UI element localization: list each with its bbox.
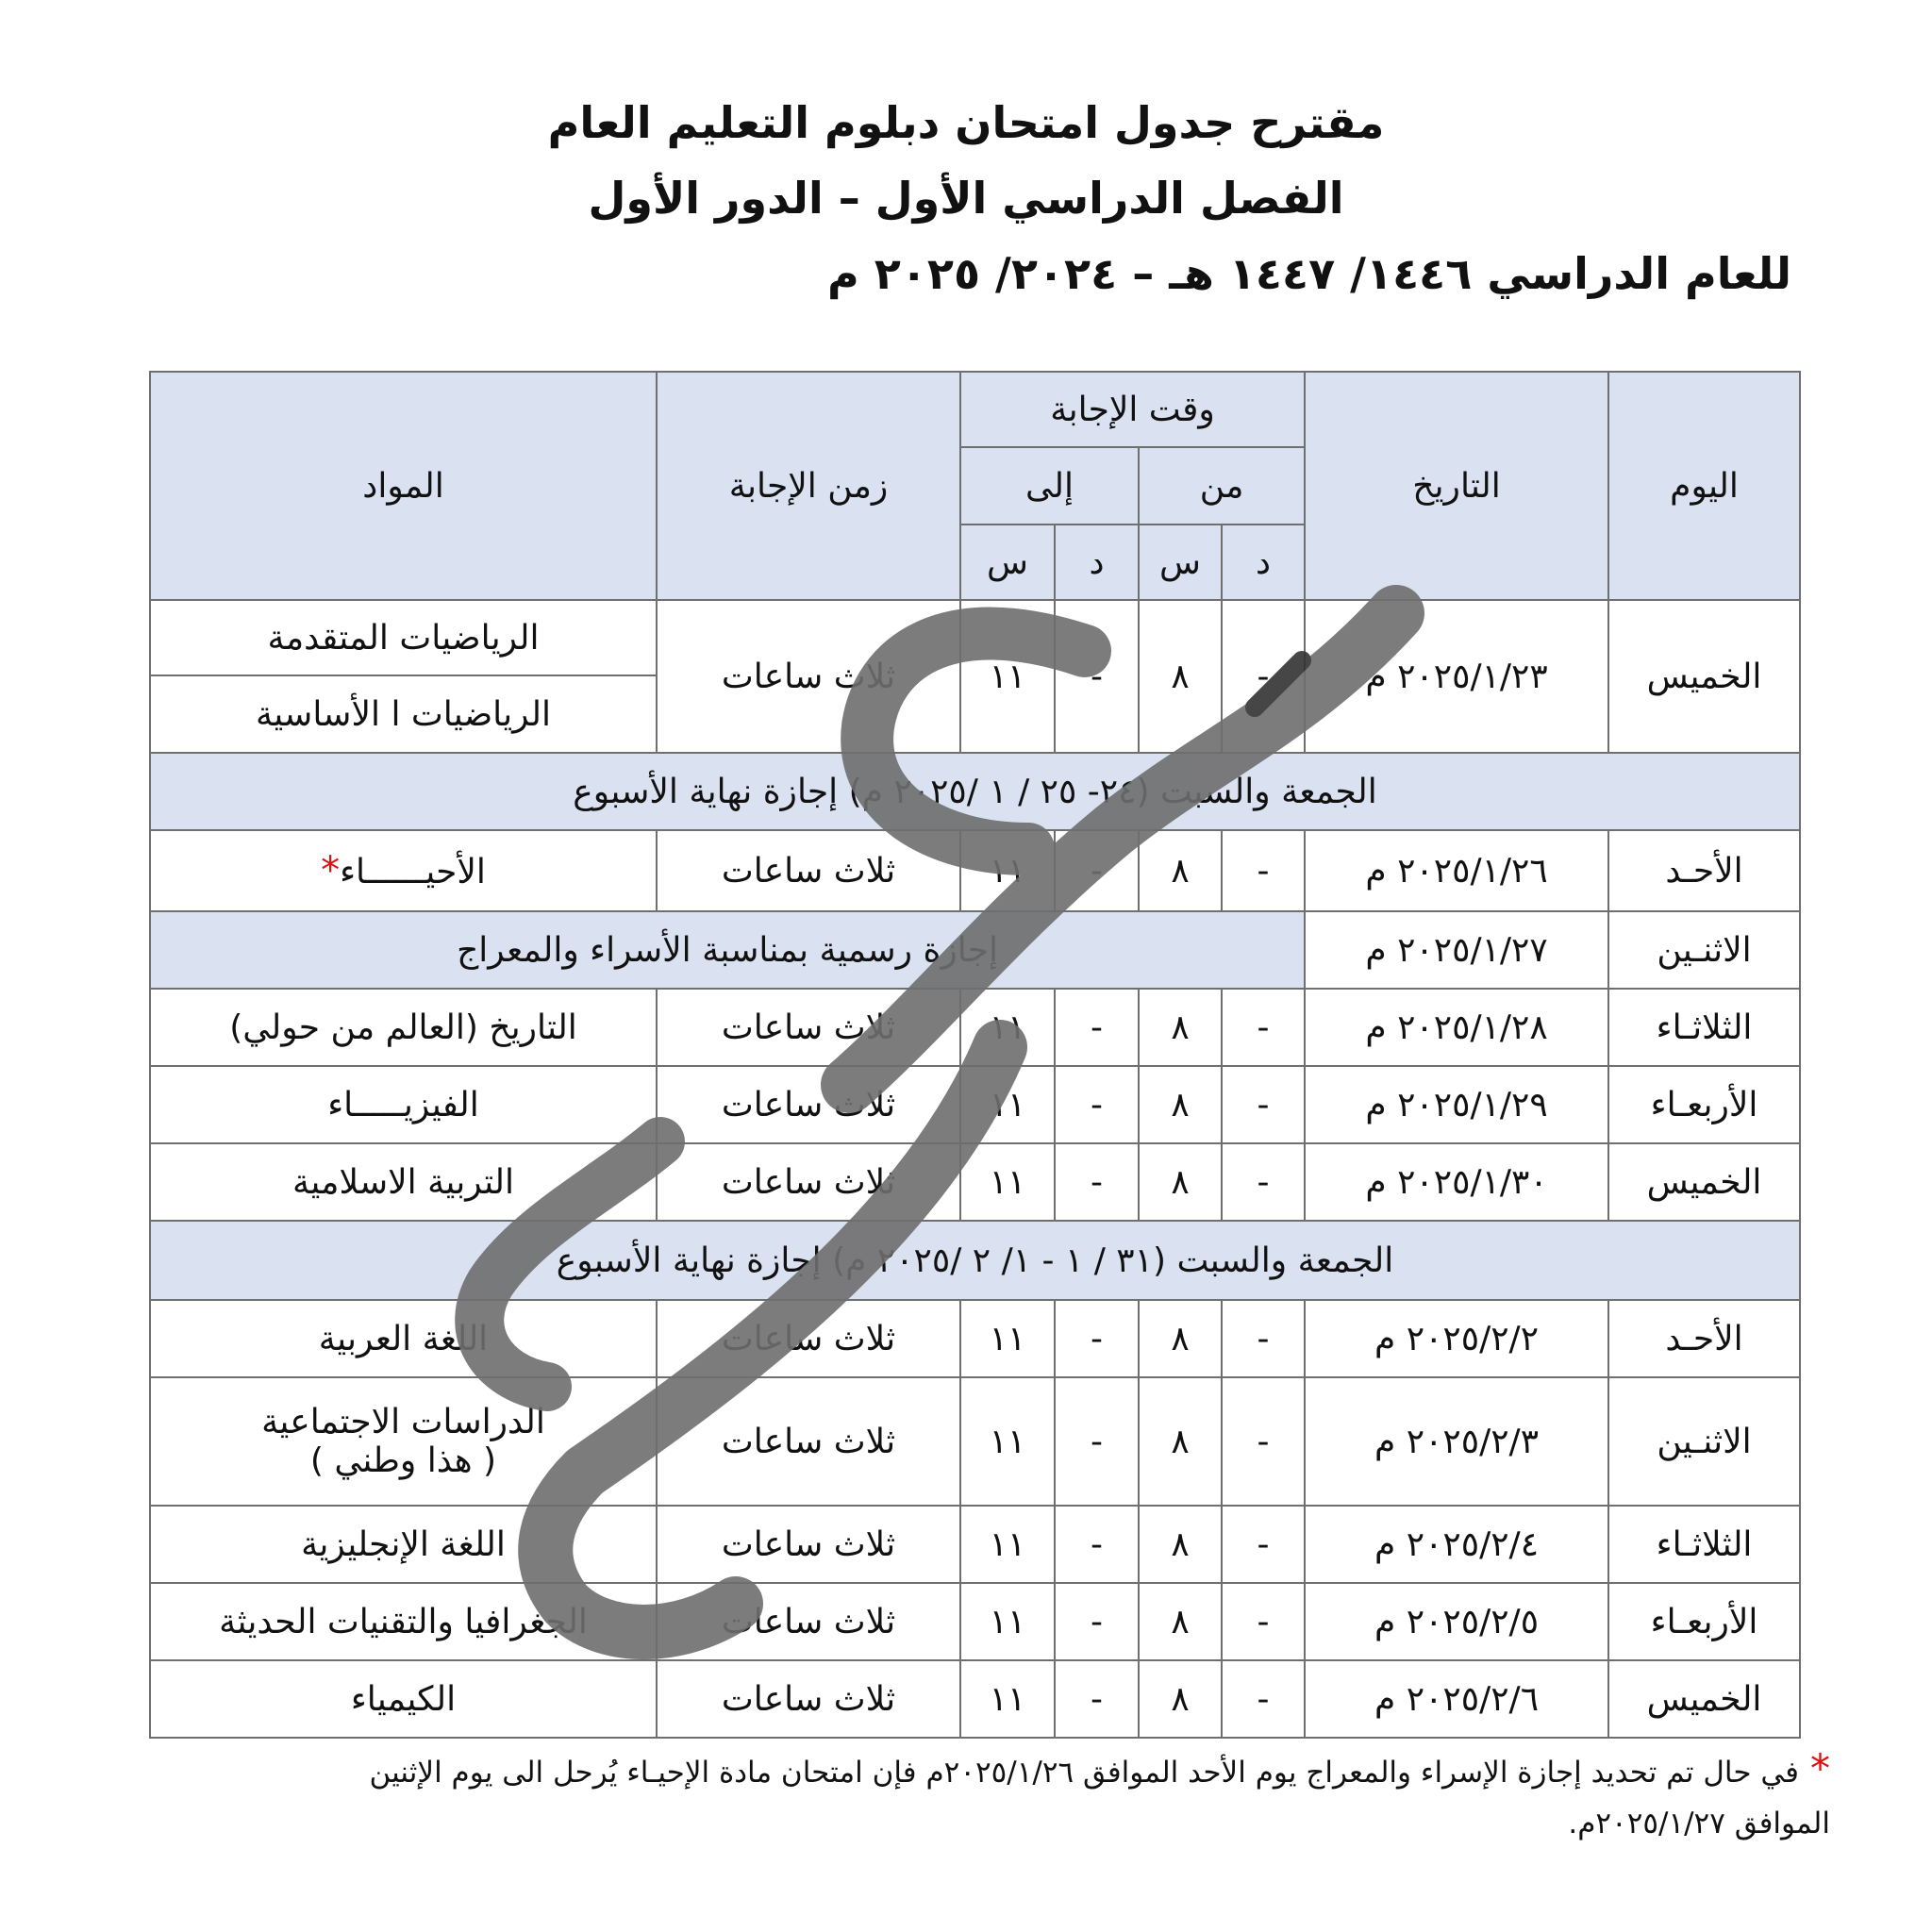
cell-to-hour: ١١ xyxy=(960,1583,1055,1660)
cell-day: الأربعـاء xyxy=(1608,1583,1800,1660)
header-subjects: المواد xyxy=(150,372,657,600)
cell-to-min: - xyxy=(1055,1300,1139,1377)
cell-day: الخميس xyxy=(1608,1660,1800,1738)
exam-schedule-table xyxy=(149,371,1801,1739)
asterisk-mark: * xyxy=(321,849,341,892)
header-to-min: د xyxy=(1055,525,1139,600)
cell-day: الخميس xyxy=(1608,1143,1800,1221)
cell-duration: ثلاث ساعات xyxy=(657,989,960,1066)
header-answer-time: وقت الإجابة xyxy=(960,372,1305,447)
cell-date: ٢٠٢٥/١/٢٩ م xyxy=(1305,1066,1608,1143)
cell-to-hour: ١١ xyxy=(960,1066,1055,1143)
cell-duration: ثلاث ساعات xyxy=(657,1300,960,1377)
cell-from-hour: ٨ xyxy=(1139,1660,1222,1738)
subject-line-1: الدراسات الاجتماعية xyxy=(261,1403,545,1441)
table-row xyxy=(150,1583,1800,1660)
cell-from-hour: ٨ xyxy=(1139,830,1222,911)
table-row xyxy=(150,1300,1800,1377)
cell-day: الثلاثـاء xyxy=(1608,1506,1800,1583)
cell-duration: ثلاث ساعات xyxy=(657,1506,960,1583)
cell-day: الاثنـين xyxy=(1608,911,1800,989)
title-line-2: الفصل الدراسي الأول – الدور الأول xyxy=(588,173,1344,224)
cell-date: ٢٠٢٥/١/٢٣ م xyxy=(1305,600,1608,753)
cell-from-min: - xyxy=(1222,1377,1305,1506)
cell-to-min: - xyxy=(1055,1506,1139,1583)
header-from: من xyxy=(1139,447,1305,525)
header-from-hour: س xyxy=(1139,525,1222,600)
cell-from-min: - xyxy=(1222,830,1305,911)
cell-to-min: - xyxy=(1055,1143,1139,1221)
weekend-band: الجمعة والسبت (٣١ / ١ - ١/ ٢ /٢٠٢٥ م) إجازة نهاية الأسبوع xyxy=(150,1221,1800,1300)
table-row xyxy=(150,911,1800,989)
title-block xyxy=(0,85,1932,311)
cell-to-hour: ١١ xyxy=(960,830,1055,911)
cell-from-hour: ٨ xyxy=(1139,1300,1222,1377)
cell-duration: ثلاث ساعات xyxy=(657,1660,960,1738)
cell-duration: ثلاث ساعات xyxy=(657,1066,960,1143)
cell-from-min: - xyxy=(1222,1066,1305,1143)
weekend-band-row xyxy=(150,753,1800,830)
cell-from-hour: ٨ xyxy=(1139,1583,1222,1660)
table-row xyxy=(150,1377,1800,1506)
cell-subject: الرياضيات المتقدمة xyxy=(150,600,657,675)
cell-from-hour: ٨ xyxy=(1139,600,1222,753)
cell-to-min: - xyxy=(1055,600,1139,753)
header-from-min: د xyxy=(1222,525,1305,600)
cell-subject: الفيزيـــــاء xyxy=(150,1066,657,1143)
subject-text: الأحيــــــاء xyxy=(340,853,486,891)
cell-from-hour: ٨ xyxy=(1139,1066,1222,1143)
cell-day: الثلاثـاء xyxy=(1608,989,1800,1066)
table-row xyxy=(150,989,1800,1066)
cell-from-hour: ٨ xyxy=(1139,989,1222,1066)
weekend-band-row xyxy=(150,1221,1800,1300)
cell-to-min: - xyxy=(1055,1066,1139,1143)
cell-to-hour: ١١ xyxy=(960,1660,1055,1738)
cell-day: الأربعـاء xyxy=(1608,1066,1800,1143)
cell-subject: التربية الاسلامية xyxy=(150,1143,657,1221)
cell-date: ٢٠٢٥/١/٢٨ م xyxy=(1305,989,1608,1066)
cell-to-min: - xyxy=(1055,1377,1139,1506)
cell-date: ٢٠٢٥/٢/٢ م xyxy=(1305,1300,1608,1377)
footnote-asterisk: * xyxy=(1810,1745,1830,1791)
title-line-3: للعام الدراسي ١٤٤٦/ ١٤٤٧ هـ – ٢٠٢٤/ ٢٠٢٥ م xyxy=(827,248,1791,299)
cell-day: الاثنـين xyxy=(1608,1377,1800,1506)
cell-from-hour: ٨ xyxy=(1139,1143,1222,1221)
header-day: اليوم xyxy=(1608,372,1800,600)
table-row xyxy=(150,1660,1800,1738)
cell-from-hour: ٨ xyxy=(1139,1377,1222,1506)
cell-date: ٢٠٢٥/١/٢٦ م xyxy=(1305,830,1608,911)
cell-subject xyxy=(150,1377,657,1506)
cell-subject: اللغة الإنجليزية xyxy=(150,1506,657,1583)
cell-subject: الكيمياء xyxy=(150,1660,657,1738)
cell-date: ٢٠٢٥/٢/٥ م xyxy=(1305,1583,1608,1660)
cell-subject xyxy=(150,830,657,911)
header-to-hour: س xyxy=(960,525,1055,600)
cell-subject: الجغرافيا والتقنيات الحديثة xyxy=(150,1583,657,1660)
cell-date: ٢٠٢٥/٢/٦ م xyxy=(1305,1660,1608,1738)
cell-to-hour: ١١ xyxy=(960,600,1055,753)
cell-to-hour: ١١ xyxy=(960,1143,1055,1221)
cell-subject: التاريخ (العالم من حولي) xyxy=(150,989,657,1066)
cell-from-min: - xyxy=(1222,1143,1305,1221)
table-row xyxy=(150,1143,1800,1221)
cell-to-min: - xyxy=(1055,1583,1139,1660)
cell-day: الأحـد xyxy=(1608,830,1800,911)
cell-from-hour: ٨ xyxy=(1139,1506,1222,1583)
cell-day: الأحـد xyxy=(1608,1300,1800,1377)
cell-to-hour: ١١ xyxy=(960,1300,1055,1377)
cell-duration: ثلاث ساعات xyxy=(657,1143,960,1221)
cell-duration: ثلاث ساعات xyxy=(657,1377,960,1506)
cell-to-min: - xyxy=(1055,1660,1139,1738)
subject-line-2: ( هذا وطني ) xyxy=(309,1441,497,1480)
cell-day: الخميس xyxy=(1608,600,1800,753)
cell-from-min: - xyxy=(1222,600,1305,753)
header-date: التاريخ xyxy=(1305,372,1608,600)
title-line-1: مقترح جدول امتحان دبلوم التعليم العام xyxy=(547,97,1385,148)
cell-from-min: - xyxy=(1222,1583,1305,1660)
cell-to-min: - xyxy=(1055,830,1139,911)
table-row xyxy=(150,830,1800,911)
footnote xyxy=(283,1743,1830,1849)
cell-duration: ثلاث ساعات xyxy=(657,600,960,753)
table-row xyxy=(150,1066,1800,1143)
footnote-text: في حال تم تحديد إجازة الإسراء والمعراج يوم الأحد الموافق ٢٠٢٥/١/٢٦م فإن امتحان مادة الإحيـاء يُرحل الى يوم الإثنين الموافق ٢٠٢٥/١/٢٧م. xyxy=(369,1756,1830,1840)
cell-to-hour: ١١ xyxy=(960,1377,1055,1506)
table-row xyxy=(150,1506,1800,1583)
cell-duration: ثلاث ساعات xyxy=(657,830,960,911)
header-duration: زمن الإجابة xyxy=(657,372,960,600)
table-row xyxy=(150,600,1800,675)
cell-duration: ثلاث ساعات xyxy=(657,1583,960,1660)
cell-date: ٢٠٢٥/١/٢٧ م xyxy=(1305,911,1608,989)
cell-date: ٢٠٢٥/١/٣٠ م xyxy=(1305,1143,1608,1221)
cell-to-hour: ١١ xyxy=(960,989,1055,1066)
official-holiday-band: إجازة رسمية بمناسبة الأسراء والمعراج xyxy=(150,911,1305,989)
cell-subject: اللغة العربية xyxy=(150,1300,657,1377)
cell-to-min: - xyxy=(1055,989,1139,1066)
cell-from-min: - xyxy=(1222,1506,1305,1583)
cell-date: ٢٠٢٥/٢/٤ م xyxy=(1305,1506,1608,1583)
cell-subject: الرياضيات ا الأساسية xyxy=(150,675,657,753)
cell-from-min: - xyxy=(1222,1300,1305,1377)
header-to: إلى xyxy=(960,447,1139,525)
weekend-band: الجمعة والسبت (٢٤- ٢٥ / ١ /٢٠٢٥ م) إجازة نهاية الأسبوع xyxy=(150,753,1800,830)
cell-to-hour: ١١ xyxy=(960,1506,1055,1583)
cell-from-min: - xyxy=(1222,989,1305,1066)
cell-date: ٢٠٢٥/٢/٣ م xyxy=(1305,1377,1608,1506)
cell-from-min: - xyxy=(1222,1660,1305,1738)
